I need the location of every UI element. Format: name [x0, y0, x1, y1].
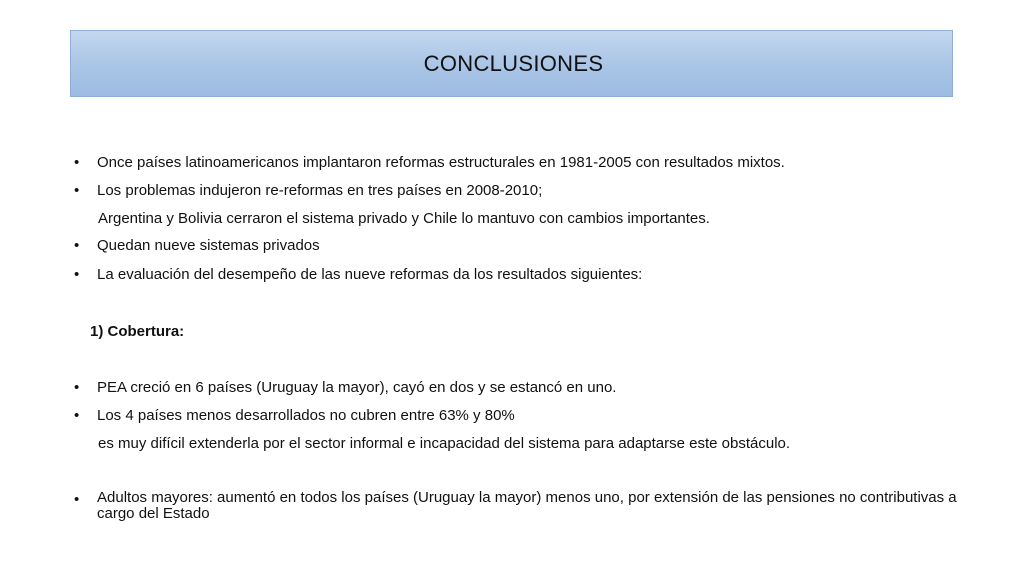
section-heading: 1) Cobertura:: [90, 323, 185, 340]
bullet: •: [74, 491, 80, 508]
item-text: Once países latinoamericanos implantaron reformas estructurales en 1981-2005 con resultados mixtos.: [97, 154, 785, 171]
item-text: Quedan nueve sistemas privados: [97, 237, 320, 254]
bullet: •: [74, 154, 80, 171]
continuation-text: Argentina y Bolivia cerraron el sistema privado y Chile lo mantuvo con cambios importantes.: [98, 210, 710, 227]
bullet: •: [74, 407, 80, 424]
bullet: •: [74, 182, 80, 199]
title-banner: [70, 30, 953, 97]
slide-title: CONCLUSIONES: [423, 51, 604, 76]
bullet: •: [74, 266, 80, 283]
item-text: Los 4 países menos desarrollados no cubren entre 63% y 80%: [97, 407, 515, 424]
continuation-text: es muy difícil extenderla por el sector informal e incapacidad del sistema para adaptarse este obstáculo.: [98, 435, 791, 452]
bullet: •: [74, 379, 80, 396]
item-text: PEA creció en 6 países (Uruguay la mayor), cayó en dos y se estancó en uno.: [97, 379, 617, 396]
bullet: •: [74, 237, 80, 254]
item-text: La evaluación del desempeño de las nueve reformas da los resultados siguientes:: [97, 266, 643, 283]
item-text: Adultos mayores: aumentó en todos los países (Uruguay la mayor) menos uno, por extensión de las pensiones no contributivas a cargo del Estado: [97, 489, 957, 522]
item-text: Los problemas indujeron re-reformas en tres países en 2008-2010;: [97, 182, 543, 199]
